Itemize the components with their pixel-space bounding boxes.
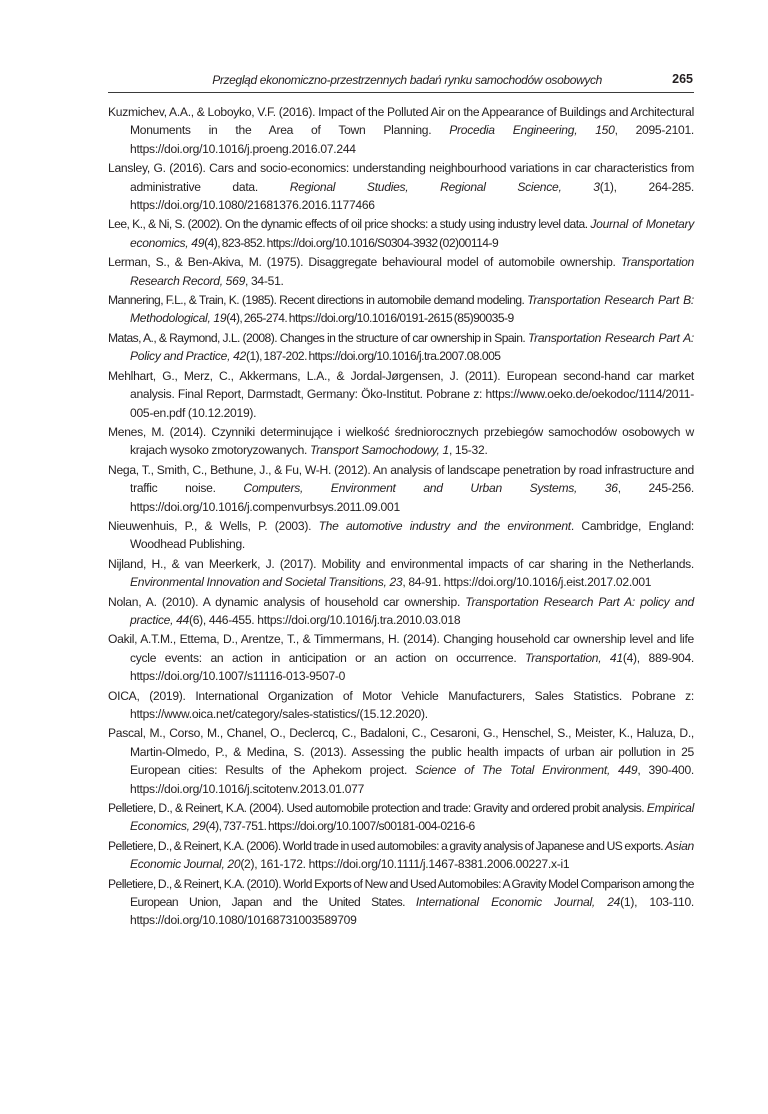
journal-title: Procedia Engineering (449, 123, 575, 138)
page-header (108, 72, 694, 93)
journal-title: Environmental Innovation and Societal Transitions (130, 575, 384, 590)
reference-item: Lerman, S., & Ben-Akiva, M. (1975). Disaggregate behavioural model of automobile ownership. Transportation Research Record, 569, 34-51. (108, 255, 694, 288)
reference-item: Nieuwenhuis, P., & Wells, P. (2003). The automotive industry and the environment. Cambridge, England: Woodhead Publishing. (108, 518, 694, 552)
reference-item: Pelletiere, D., & Reinert, K.A. (2004). Used automobile protection and trade: Gravity and ordered probit analysis. Empirical Economics, 29(4), 737-751. https://doi.org/10.1007/s00181-004-0216-6 (108, 801, 694, 834)
journal-title: Regional Studies, Regional Science (289, 179, 559, 194)
journal-title: Transportation Research Part A: policy and practice (130, 594, 694, 627)
journal-title: Transport Samochodowy (309, 443, 437, 458)
page-number: 265 (672, 72, 693, 86)
reference-item: Pelletiere, D., & Reinert, K.A. (2010). World Exports of New and Used Automobiles: A Gravity Model Comparison among the European Union, Japan and the United States. International Economic Journal, 24(1), 103-110. https://doi.org/10.1080/10168731003589709 (108, 876, 694, 928)
journal-title: Transportation (525, 650, 599, 665)
reference-item: Matas, A., & Raymond, J.L. (2008). Changes in the structure of car ownership in Spain. Transportation Research Part A: Policy and Practice, 42(1), 187-202. https://doi.org/10.1016/j.tra.2007.08.005 (108, 330, 695, 364)
journal-title: International Economic Journal (415, 895, 592, 910)
reference-item: Pelletiere, D., & Reinert, K.A. (2006). World trade in used automobiles: a gravity analysis of Japanese and US exports. Asian Economic Journal, 20(2), 161-172. https://doi.org/10.1111/j.1467-8381.2006.00227.x-i1 (108, 838, 694, 872)
reference-item: Lansley, G. (2016). Cars and socio-economics: understanding neighbourhood variations in car characteristics from administrative data. Regional Studies, Regional Science, 3(1), 264-285. https://doi.org/10.1080/21681376.2016.1177466 (108, 161, 695, 213)
reference-item: Kuzmichev, A.A., & Loboyko, V.F. (2016). Impact of the Polluted Air on the Appearance of Buildings and Architectural Monuments in the Area of Town Planning. Procedia Engineering, 150, 2095-2101. https://doi.org/10.1016/j.proeng.2016.07.244 (108, 105, 694, 156)
journal-title: Empirical Economics (130, 801, 694, 834)
journal-title: Journal of Monetary economics (130, 217, 694, 250)
reference-item: Mehlhart, G., Merz, C., Akkermans, L.A., & Jordal-Jørgensen, J. (2011). European second-hand car market analysis. Final Report, Darmstadt, Germany: Öko-Institut. Pobrane z: https://www.oeko.de/oekodoc/1114/2011-005-en.pdf (10.12.2019). (108, 368, 694, 420)
running-title: Przegląd ekonomiczno-przestrzennych badań rynku samochodów osobowych (212, 73, 602, 87)
reference-item: Lee, K., & Ni, S. (2002). On the dynamic effects of oil price shocks: a study using industry level data. Journal of Monetary economics, 49(4), 823-852. https://doi.org/10.1016/S0304-3932 (02)00114-9 (108, 217, 694, 250)
reference-item: Oakil, A.T.M., Ettema, D., Arentze, T., & Timmermans, H. (2014). Changing household car ownership level and life cycle events: an action in anticipation or an action on occurrence. Transportation, 41(4), 889-904. https://doi.org/10.1007/s11116-013-9507-0 (108, 632, 695, 684)
reference-item: Menes, M. (2014). Czynniki determinujące i wielkość średniorocznych przebiegów samochodów osobowych w krajach wysoko zmotoryzowanych. Transport Samochodowy, 1, 15-32. (108, 424, 694, 458)
reference-item: OICA, (2019). International Organization of Motor Vehicle Manufacturers, Sales Statistics. Pobrane z: https://www.oica.net/category/sales-statistics/(15.12.2020). (108, 688, 694, 721)
journal-title: Transportation Research Part B: Methodological (130, 293, 694, 326)
journal-title: Asian Economic Journal (130, 838, 694, 872)
journal-title: Computers, Environment and Urban Systems (243, 481, 575, 496)
reference-item: Mannering, F.L., & Train, K. (1985). Recent directions in automobile demand modeling. Transportation Research Part B: Methodological, 19(4), 265-274. https://doi.org/10.1016/0191-2615 (85)90035-9 (108, 293, 694, 326)
reference-item: Nijland, H., & van Meerkerk, J. (2017). Mobility and environmental impacts of car sharing in the Netherlands. Environmental Innovation and Societal Transitions, 23, 84-91. https://doi.org/10.1016/j.eist.2017.02.001 (108, 556, 694, 590)
book-title: The automotive industry and the environment (318, 518, 571, 533)
journal-title: Transportation Research Record (130, 255, 694, 288)
journal-title: Transportation Research Part A: Policy and Practice (130, 330, 695, 364)
reference-item: Pascal, M., Corso, M., Chanel, O., Declercq, C., Badaloni, C., Cesaroni, G., Henschel, S., Meister, K., Haluza, D., Martin-Olmedo, P., & Medina, S. (2013). Assessing the public health impacts of urban air pollution in 25 European cities: Results of the Aphekom project. Science of The Total Environment, 449, 390-400. https://doi.org/10.1016/j.scitotenv.2013.01.077 (108, 726, 694, 796)
reference-item: Nolan, A. (2010). A dynamic analysis of household car ownership. Transportation Research Part A: policy and practice, 44(6), 446-455. https://doi.org/10.1016/j.tra.2010.03.018 (108, 594, 694, 627)
reference-item: Nega, T., Smith, C., Bethune, J., & Fu, W-H. (2012). An analysis of landscape penetration by road infrastructure and traffic noise. Computers, Environment and Urban Systems, 36, 245-256. https://doi.org/10.1016/j.compenvurbsys.2011.09.001 (108, 462, 694, 514)
journal-title: Science of The Total Environment (415, 763, 607, 778)
reference-list (108, 103, 694, 931)
